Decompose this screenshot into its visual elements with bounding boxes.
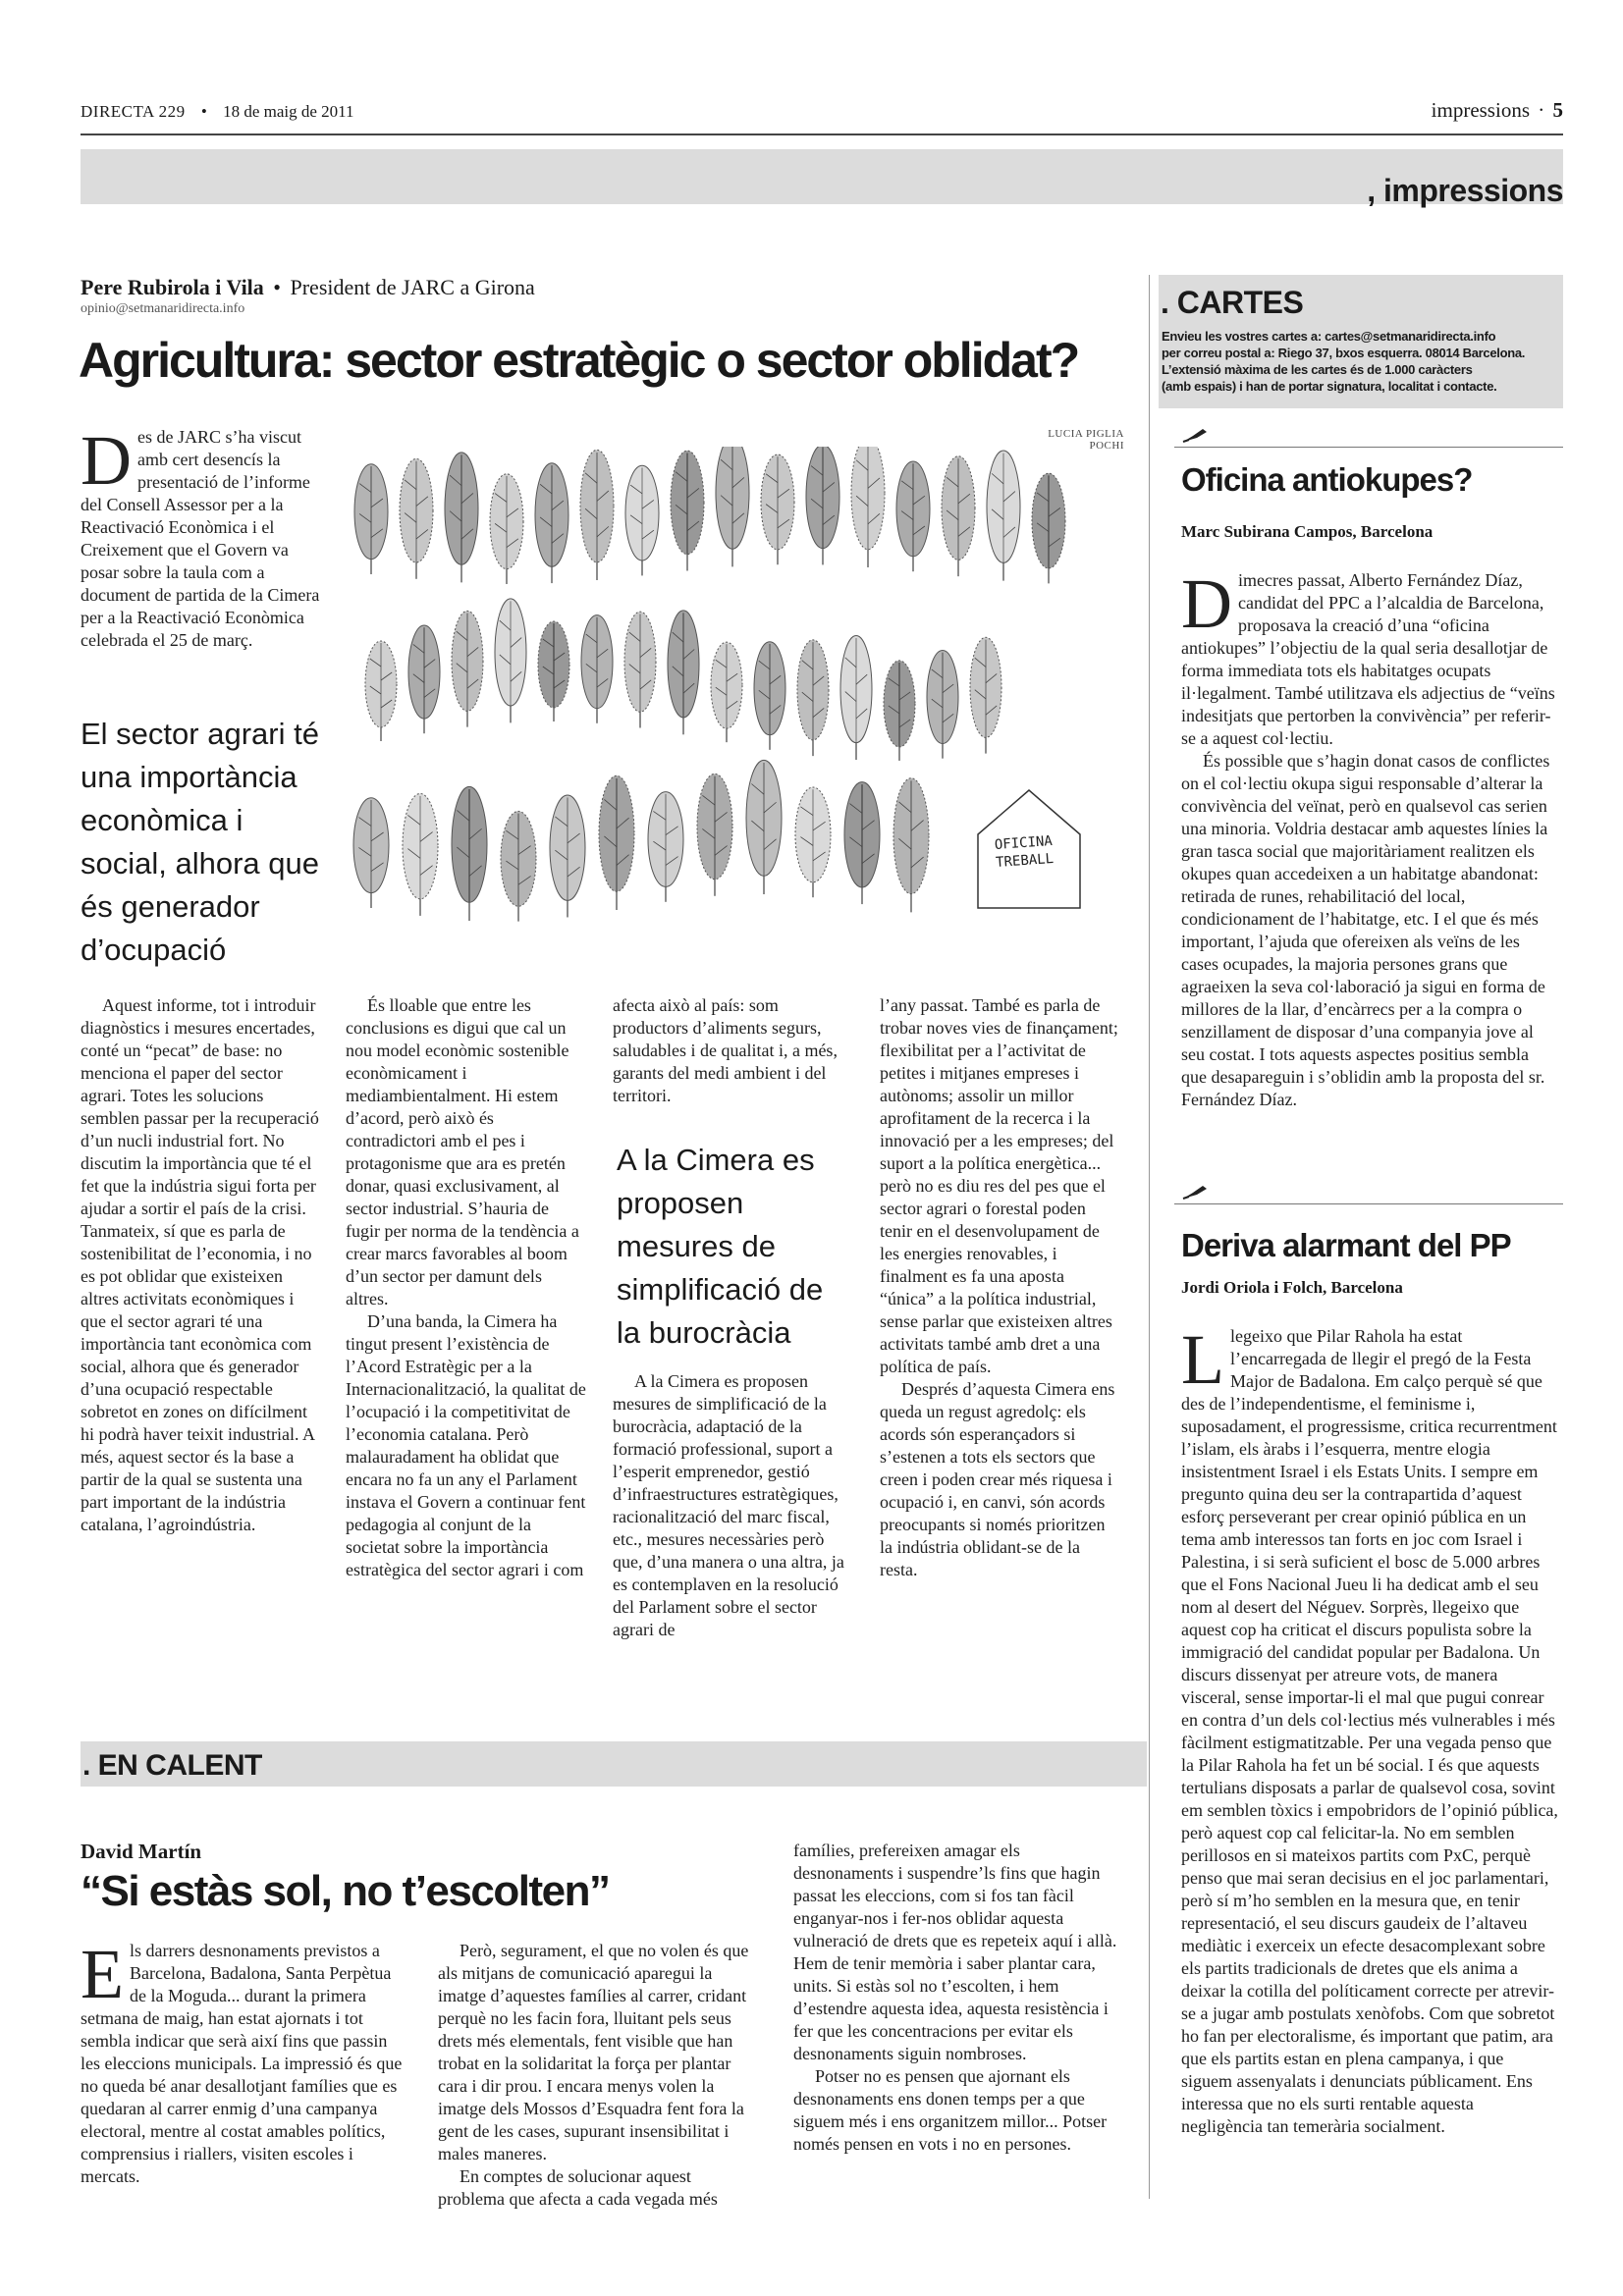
cartes-info: Envieu les vostres cartes a: cartes@setmanaridirecta.info per correu postal a: Riego 37, bxos esquerra. 08014 Barcelona. L’extensió màxima de les cartes és de 1.000 caràcters (amb espais) i han de portar signatura, localitat i contacte.: [1162, 329, 1526, 394]
tree-icon: [697, 774, 732, 895]
pull-quote-2: A la Cimera es proposen mesures de simplificació de la burocràcia: [617, 1143, 824, 1350]
banner-title: , impressions: [1367, 173, 1563, 208]
tree-icon: [648, 792, 683, 902]
tree-icon: [840, 636, 872, 760]
article-col-1: Aquest informe, tot i introduir diagnòstics i mesures encertades, conté un “pecat” de base: no menciona el paper del sector agrari. Totes les solucions semblen passar per la recuperació d’un nucli industrial fort. No discutim la importància que té el fet que la indústria sigui forta per ajudar a sortir el país de la crisi. Tanmateix, sí que es parla de sostenibilitat de l’economia, i no es pot oblidar que existeixen altres activitats econòmiques i que el sector agrari té una importància tant econòmica com social, alhora que és generador d’una ocupació respectable sobretot en zones on difícilment hi podrà haver teixit industrial. A més, aquest sector és la base a partir de la qual se sustenta una part important de la indústria catalana, l’agroindústria.: [81, 995, 319, 1534]
tree-icon: [599, 775, 634, 910]
tree-icon: [624, 612, 656, 727]
pen-icon: [1181, 1183, 1211, 1202]
tree-icon: [445, 453, 478, 583]
tree-icon: [896, 461, 930, 571]
tree-icon: [580, 450, 614, 580]
pen-icon: [1181, 426, 1211, 446]
tree-icon: [581, 615, 613, 723]
tree-icon: [452, 611, 483, 726]
pull-quote: El sector agrari té una importància econòmica i social, alhora que és generador d’ocupació: [81, 717, 319, 967]
publication-name: DIRECTA 229: [81, 102, 186, 121]
sidebar-left-rule: [1149, 275, 1150, 2199]
en-calent-author: David Martín: [81, 1840, 202, 1863]
tree-icon: [501, 811, 536, 921]
tree-drawing: [342, 447, 1127, 967]
tree-icon: [490, 474, 523, 584]
en-calent-title: “Si estàs sol, no t’escolten”: [81, 1867, 610, 1915]
tree-icon: [538, 621, 569, 721]
tree-icon: [403, 793, 438, 915]
article-col-4: l’any passat. També es parla de trobar noves vies de finançament; flexibilitat per a l’activitat de petites i mitjanes empreses i autònoms; assolir un millor aprofitament de la recerca i la innovació per a les empreses; del suport a la política energètica... però no es diu res del pes que el sector agrari o forestal poden tenir en el desenvolupament de les energies renovables, i finalment es fa una aposta “única” a la política industrial, sense parlar que existeixen altres activitats també amb dret a una política de país. Després d’aquesta Cimera ens queda un regust agredolç: els acords són esperançadors si s’estenen a tots els sectors que creen i poden crear més riquesa i ocupació i, en canvi, són acords preocupants si només prioritzen la indústria oblidant-se de la resta.: [880, 995, 1118, 1579]
letter-author: Jordi Oriola i Folch, Barcelona: [1181, 1278, 1403, 1297]
en-calent-label: . EN CALENT: [82, 1749, 262, 1782]
tree-icon: [716, 447, 749, 566]
dropcap: L: [1181, 1320, 1224, 1399]
tree-icon: [893, 778, 929, 913]
article-col-3b: A la Cimera es proposen mesures de simplificació de la burocràcia, adaptació de la formació professional, suport a l’esperit emprenedor, gestió d’infraestructures estratègiques, racionalització del marc fiscal, etc., mesures necessàries però que, d’una manera o una altra, ja es contemplaven en la resolució del Parlament sobre el sector agrari de: [613, 1371, 844, 1639]
tree-icon: [746, 760, 782, 894]
letter-divider: [1174, 447, 1563, 448]
tree-icon: [761, 454, 794, 564]
office-sign: OFICINA TREBALL: [994, 832, 1055, 872]
article-title: Agricultura: sector estratègic o sector oblidat?: [79, 333, 1079, 388]
tree-icon: [353, 798, 389, 908]
letter-author: Marc Subirana Campos, Barcelona: [1181, 522, 1434, 541]
en-calent-col-3: famílies, prefereixen amagar els desnonaments i suspendre’ls fins que hagin passat les eleccions, com si fos tan fàcil enganyar-nos i fer-nos oblidar aquesta vulneració de drets que es repeteix aquí i allà. Hem de tenir memòria i saber plantar cara, units. Si estàs sol no t’escolten, i hem d’estendre aquesta idea, aquesta resistència i fer que les concentracions per evitar els desnonaments siguin nombroses. Potser no es pensen que ajornant els desnonaments ens donen temps per a que siguem més i ens organitzem millor... Potser només pensen en vots i no en persones.: [793, 1841, 1117, 2154]
tree-icon: [987, 451, 1020, 581]
letter-body: Llegeixo que Pilar Rahola ha estat l’encarregada de llegir el pregó de la Festa Major de Badalona. Em calço perquè sé que des de l’independentisme, el feminisme i, suposadament, el progressisme, critica recurrentment l’islam, els àrabs i l’esquerra, mentre elogia insistentment Israel i els Estats Units. I sempre em pregunto quina deu ser la contrapartida d’aquest esforç perseverant per crear opinió pública en un tema amb interessos tan forts en joc com Israel i Palestina, i si serà suficient el bosc de 5.000 arbres que el Fons Nacional Jueu li ha dedicat amb el seu nom al desert del Néguev. Sorprès, llegeixo que aquest cop ha criticat el discurs populista sobre la immigració del candidat popular per Badalona. Un discurs dissenyat per atreure vots, de manera visceral, sense importar-li el mal que pugui conrear en contra d’un dels col·lectius més vulnerables i més fàcilment estigmatitzable. Per una vegada penso que la Pilar Rahola ha fet un bé social. I és que aquests tertulians disposats a parlar de qualsevol cosa, sovint em semblen tòxics i empobridors de l’opinió pública, però aquest cop cal felicitar-la. No em semblen perillosos en si mateixos partits com PxC, perquè penso que mai seran decisius en el joc parlamentari, però sí m’ho semblen en la mesura que, en tenir representació, el seu discurs gaudeix de l’altaveu mediàtic i exerceix un efecte desacomplexant sobre els partits tradicionals de dretes que els anima a deixar la cotilla del políticament correcte per atrevir-se a jugar amb postulats xenòfobs. Com que sobretot ho fan per electoralisme, és important que patim, ara que els partits estan en plena campanya, i que siguem assenyalats i denunciats públicament. Ens interessa que no els surti rentable aquesta negligència tan temerària socialment.: [1181, 1320, 1558, 2136]
tree-icon: [354, 464, 388, 574]
tree-icon: [365, 641, 397, 741]
tree-icon: [851, 447, 885, 567]
tree-icon: [797, 640, 829, 756]
tree-icon: [754, 642, 785, 750]
dropcap: E: [81, 1935, 124, 2013]
tree-icon: [970, 637, 1001, 753]
dropcap: D: [81, 421, 132, 500]
tree-icon: [550, 795, 585, 917]
page-number: 5: [1552, 98, 1563, 122]
letter-title: Oficina antiokupes?: [1181, 461, 1473, 498]
tree-icon: [927, 651, 958, 759]
tree-illustration: [342, 447, 1127, 967]
letter-divider: [1174, 1203, 1563, 1204]
header-rule: [81, 133, 1563, 135]
section-name: impressions: [1431, 98, 1530, 122]
author-role: President de JARC a Girona: [290, 275, 535, 299]
article-col-2: És lloable que entre les conclusions es digui que cal un nou model econòmic sostenible econòmicament i mediambientalment. Hi estem d’acord, però això és contradictori amb el pes i protagonisme que ara es pretén donar, quasi exclusivament, al sector industrial. S’hauria de fugir per norma de la tendència a crear marcs favorables al boom d’un sector per damunt dels altres. D’una banda, la Cimera ha tingut present l’existència de l’Acord Estratègic per a la Internacionalització, la qualitat de l’ocupació i la competitivitat de l’economia catalana. Però malauradament ha oblidat que encara no fa un any el Parlament instava el Govern a continuar fent pedagogia al conjunt de la societat sobre la importància estratègica del sector agrari i com: [346, 995, 586, 1579]
tree-icon: [942, 456, 975, 576]
tree-icon: [884, 661, 915, 761]
letter-body: Dimecres passat, Alberto Fernández Díaz, candidat del PPC a l’alcaldia de Barcelona, proposava la creació d’una “oficina antiokupes” l’objectiu de la qual seria desallotjar de forma immediata tots els habitatges ocupats il·legalment. També utilitzava els adjectius de “veïns indesitjats que pertorben la convivència” per referir-se a aquest col·lectiu. És possible que s’hagin donat casos de conflictes on el col·lectiu okupa sigui responsable d’alterar la convivència del veïnat, però en qualsevol cas serien una minoria. Voldria destacar amb aquestes línies la gran tasca social que majoritàriament realitzen els okupes quan accedeixen a un habitatge abandonat: retirada de runes, rehabilitació del local, condicionament de l’habitatge, etc. I el que és més important, l’ajuda que ofereixen als veïns de les cases ocupades, la majoria persones grans que agraeixen la seva col·laboració ja sigui en forma de millores de la llar, d’encàrrecs per a la compra o senzillament de disposar d’una companyia jove al seu costat. I tots aquests aspectes positius sembla que desapareguin i s’oblidin amb la proposta del sr. Fernández Díaz.: [1181, 564, 1555, 1109]
tree-icon: [1032, 473, 1065, 583]
issue-date: 18 de maig de 2011: [223, 102, 354, 121]
tree-icon: [711, 642, 742, 742]
image-credit: LUCIA PIGLIA POCHI: [1048, 428, 1124, 452]
en-calent-col-1: Els darrers desnonaments previstos a Barcelona, Badalona, Santa Perpètua de la Moguda... durant la primera setmana de maig, han estat ajornats i tot sembla indicar que serà així fins que passin les eleccions municipals. La impressió és que no queda bé anar desallotjant famílies que es quedaran al carrer enmig d’una campanya electoral, mentre al costat amables polítics, comprensius i riallers, visiten escoles i mercats.: [81, 1935, 403, 2186]
letter-title: Deriva alarmant del PP: [1181, 1227, 1511, 1263]
header-separator: •: [200, 102, 207, 121]
author-line: Pere Rubirola i Vila • President de JARC a Girona: [81, 275, 535, 299]
article-col-3: afecta això al país: som productors d’aliments segurs, saludables i de qualitat i, a més, garants del medi ambient i del territori.: [613, 995, 838, 1105]
tree-icon: [671, 451, 704, 570]
tree-icon: [452, 786, 487, 921]
tree-icon: [400, 458, 433, 578]
page-header: DIRECTA 229 • 18 de maig de 2011 impressions · 5: [81, 98, 1563, 122]
author-email: opinio@setmanaridirecta.info: [81, 301, 245, 316]
dropcap: D: [1181, 564, 1232, 643]
tree-icon: [844, 782, 880, 904]
tree-icon: [625, 465, 659, 575]
tree-icon: [668, 611, 699, 734]
tree-icon: [806, 447, 839, 564]
tree-icon: [795, 787, 831, 897]
article-lead: Des de JARC s’ha viscut amb cert desencís la presentació de l’informe del Consell Assessor per a la Reactivació Econòmica i el Creixement que el Govern va posar sobre la taula com a document de partida de la Cimera per a la Reactivació Econòmica celebrada el 25 de març.: [81, 421, 320, 650]
tree-icon: [535, 463, 568, 583]
cartes-label: . CARTES: [1161, 285, 1304, 320]
tree-icon: [495, 599, 526, 722]
author-name: Pere Rubirola i Vila: [81, 275, 264, 299]
en-calent-col-2: Però, segurament, el que no volen és que als mitjans de comunicació aparegui la imatge d’aquestes famílies al carrer, cridant perquè no les facin fora, lluitant pels seus drets més elementals, fent visible que han trobat en la solidaritat la força per plantar cara i dir prou. I encara menys volen la imatge dels Mossos d’Esquadra fent fora la gent de les cases, supurant insensibilitat i males maneres. En comptes de solucionar aquest problema que afecta a cada vegada més: [438, 1941, 749, 2209]
tree-icon: [408, 625, 440, 733]
